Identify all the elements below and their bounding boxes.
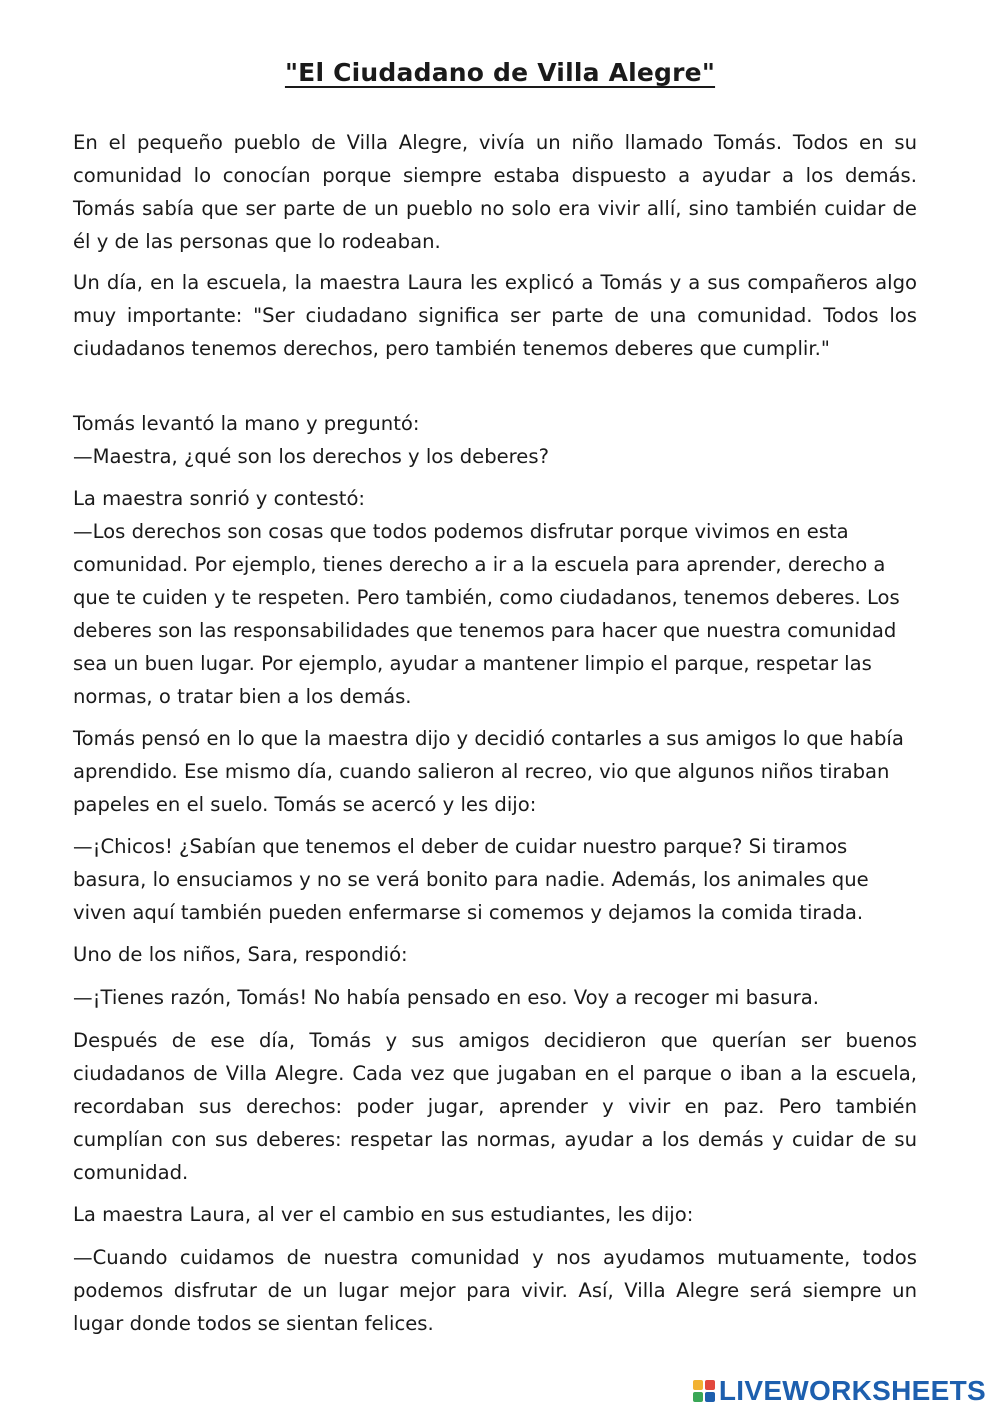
- paragraph-1: En el pequeño pueblo de Villa Alegre, vivía un niño llamado Tomás. Todos en su comunidad lo conocían porque siempre estaba dispuesto a ayudar a los demás. Tomás sabía que ser parte de un pueblo no solo era vivir allí, sino también cuidar de él y de las personas que lo rodeaban.: [73, 131, 917, 253]
- narration-line: La maestra sonrió y contestó:: [73, 487, 366, 510]
- paragraph-6: —¡Chicos! ¿Sabían que tenemos el deber de cuidar nuestro parque? Si tiramos basura, lo ensuciamos y no se verá bonito para nadie. Además, los animales que viven aquí también pueden enfermarse si comemos y dejamos la comida tirada.: [73, 835, 869, 924]
- paragraph-7: Uno de los niños, Sara, respondió:: [73, 943, 408, 966]
- paragraph-2: Un día, en la escuela, la maestra Laura les explicó a Tomás y a sus compañeros algo muy importante: "Ser ciudadano significa ser parte de una comunidad. Todos los ciudadanos tenemos derechos, pero también tenemos deberes que cumplir.": [73, 271, 917, 360]
- dialogue-block: —Los derechos son cosas que todos podemos disfrutar porque vivimos en esta comunidad. Por ejemplo, tienes derecho a ir a la escuela para aprender, derecho a que te cuiden y te respeten. Pero también, como ciudadanos, tenemos deberes. Los deberes son las responsabilidades que tenemos para hacer que nuestra comunidad sea un buen lugar. Por ejemplo, ayudar a mantener limpio el parque, respetar las normas, o tratar bien a los demás.: [73, 520, 900, 708]
- dialogue-line: —Maestra, ¿qué son los derechos y los deberes?: [73, 445, 549, 468]
- liveworksheets-logo: [693, 1374, 986, 1408]
- liveworksheets-logo-icon: [693, 1380, 715, 1402]
- paragraph-11: —Cuando cuidamos de nuestra comunidad y nos ayudamos mutuamente, todos podemos disfrutar de un lugar mejor para vivir. Así, Villa Alegre será siempre un lugar donde todos se sientan felices.: [73, 1246, 917, 1335]
- logo-text: LIVEWORKSHEETS: [718, 1375, 986, 1406]
- title-text: "El Ciudadano de Villa Alegre": [284, 58, 716, 87]
- paragraph-8: —¡Tienes razón, Tomás! No había pensado en eso. Voy a recoger mi basura.: [73, 986, 819, 1009]
- paragraph-10: La maestra Laura, al ver el cambio en sus estudiantes, les dijo:: [73, 1203, 694, 1226]
- paragraph-4: [73, 482, 917, 713]
- narration-line: Tomás levantó la mano y preguntó:: [73, 412, 420, 435]
- paragraph-3: [73, 407, 917, 473]
- paragraph-5: Tomás pensó en lo que la maestra dijo y decidió contarles a sus amigos lo que había aprendido. Ese mismo día, cuando salieron al recreo, vio que algunos niños tiraban papeles en el suelo. Tomás se acercó y les dijo:: [73, 727, 904, 816]
- page-title: [0, 58, 1000, 87]
- paragraph-9: Después de ese día, Tomás y sus amigos decidieron que querían ser buenos ciudadanos de Villa Alegre. Cada vez que jugaban en el parque o iban a la escuela, recordaban sus derechos: poder jugar, aprender y vivir en paz. Pero también cumplían con sus deberes: respetar las normas, ayudar a los demás y cuidar de su comunidad.: [73, 1029, 917, 1184]
